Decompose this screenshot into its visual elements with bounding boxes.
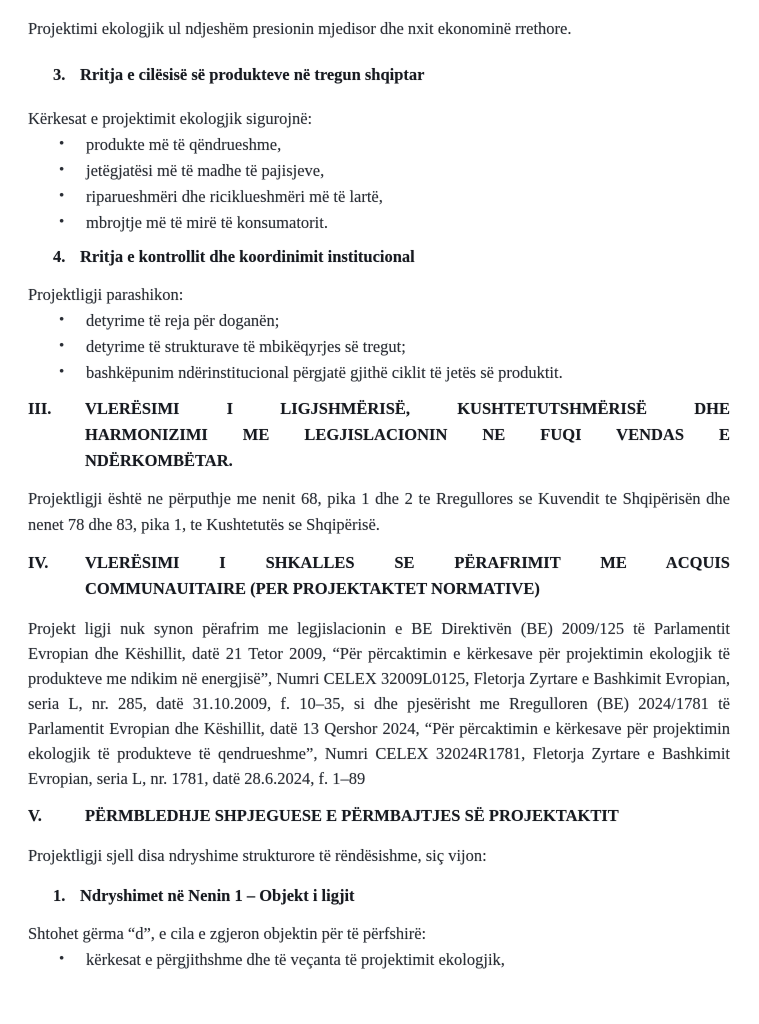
heading-iii [28,396,730,474]
heading-iii-lines [85,396,730,474]
bullet-icon: • [59,162,65,178]
section-1-number: 1. [53,886,66,905]
list-item [28,158,730,184]
section-3-number: 3. [53,65,66,84]
intro-paragraph: Projektimi ekologjik ul ndjeshëm presionin mjedisor dhe nxit ekonominë rrethore. [28,19,572,38]
list-item [28,184,730,210]
section-4-number: 4. [53,247,66,266]
paragraph-eu-alignment: Projekt ligji nuk synon përafrim me legjislacionin e BE Direktivën (BE) 2009/125 të Parlamentit Evropian dhe Këshillit, datë 21 Tetor 2009, “Për përcaktimin e kërkesave për projektimin ekologjik të produkteve me ndikim në energjisë”, Numri CELEX 32009L0125, Fletorja Zyrtare e Bashkimit Evropian, seria L, nr. 285, datë 31.10.2009, f. 10–35, si dhe pjesërisht me Rregulloren (BE) 2024/1781 të Parlamentit Evropian dhe Këshillit, datë 13 Qershor 2024, “Për përcaktimin e kërkesave për projektimin ekologjik të produkteve të qendrueshme”, Numri CELEX 32024R1781, Fletorja Zyrtare e Bashkimit Evropian, seria L, nr. 1781, datë 28.6.2024, f. 1–89 [28,619,730,788]
bullet-text: bashkëpunim ndërinstitucional përgjatë gjithë ciklit të jetës së produktit. [86,363,563,382]
bullet-icon: • [59,136,65,152]
bullet-text: kërkesat e përgjithshme dhe të veçanta të projektimit ekologjik, [86,950,505,969]
section-1-title: Ndryshimet në Nenin 1 – Objekt i ligjit [80,886,355,905]
heading-iv-numeral: IV. [28,553,49,572]
heading-v-lines [85,803,730,829]
bullet-text: jetëgjatësi më të madhe të pajisjeve, [86,161,325,180]
list-item [28,360,730,386]
section-4-lead: Projektligji parashikon: [28,285,184,304]
section-4-title: Rritja e kontrollit dhe koordinimit institucional [80,247,415,266]
list-item [28,210,730,236]
bullet-icon: • [59,214,65,230]
paragraph-legal-basis: Projektligji është ne përputhje me nenit 68, pika 1 dhe 2 te Rregullores se Kuvendit te Shqipërisën dhe nenet 78 dhe 83, pika 1, te Kushtetutës se Shqipërisë. [28,489,730,534]
section-3-title: Rritja e cilësisë së produkteve në tregun shqiptar [80,65,425,84]
bullet-text: produkte më të qëndrueshme, [86,135,282,154]
section-4-heading [28,244,730,270]
heading-iv-lines [85,550,730,602]
list-item [28,308,730,334]
paragraph-summary-lead: Projektligji sjell disa ndryshime strukturore të rëndësishme, siç vijon: [28,846,487,865]
bullet-icon: • [59,312,65,328]
section-3-heading [28,62,730,88]
heading-line: VLERËSIMI I LIGJSHMËRISË, KUSHTETUTSHMËRISË DHE [85,399,730,418]
section-3-lead: Kërkesat e projektimit ekologjik sigurojnë: [28,109,313,128]
paragraph-amendment-lead: Shtohet gërma “d”, e cila e zgjeron objektin për të përfshirë: [28,924,427,943]
heading-line: HARMONIZIMI ME LEGJISLACIONIN NE FUQI VENDAS E [85,425,730,444]
heading-line: COMMUNAUITAIRE (PER PROJEKTAKTET NORMATIVE) [85,579,540,598]
heading-v-numeral: V. [28,806,42,825]
section-1-heading [28,883,730,909]
heading-v [28,803,730,829]
bullet-text: detyrime të strukturave të mbikëqyrjes së tregut; [86,337,406,356]
heading-line: PËRMBLEDHJE SHPJEGUESE E PËRMBAJTJES SË PROJEKTAKTIT [85,806,619,825]
heading-iii-numeral: III. [28,399,52,418]
bullet-icon: • [59,951,65,967]
bullet-text: riparueshmëri dhe riciklueshmëri më të lartë, [86,187,383,206]
list-item [28,132,730,158]
bullet-icon: • [59,364,65,380]
bullet-icon: • [59,188,65,204]
amendment-bullet-list [28,947,730,973]
heading-line: VLERËSIMI I SHKALLES SE PËRAFRIMIT ME ACQUIS [85,553,730,572]
list-item [28,947,730,973]
list-item [28,334,730,360]
bullet-text: detyrime të reja për doganën; [86,311,280,330]
section-3-bullet-list [28,132,730,236]
bullet-text: mbrojtje më të mirë të konsumatorit. [86,213,328,232]
heading-iv [28,550,730,602]
heading-line: NDËRKOMBËTAR. [85,451,233,470]
bullet-icon: • [59,338,65,354]
section-4-bullet-list [28,308,730,386]
